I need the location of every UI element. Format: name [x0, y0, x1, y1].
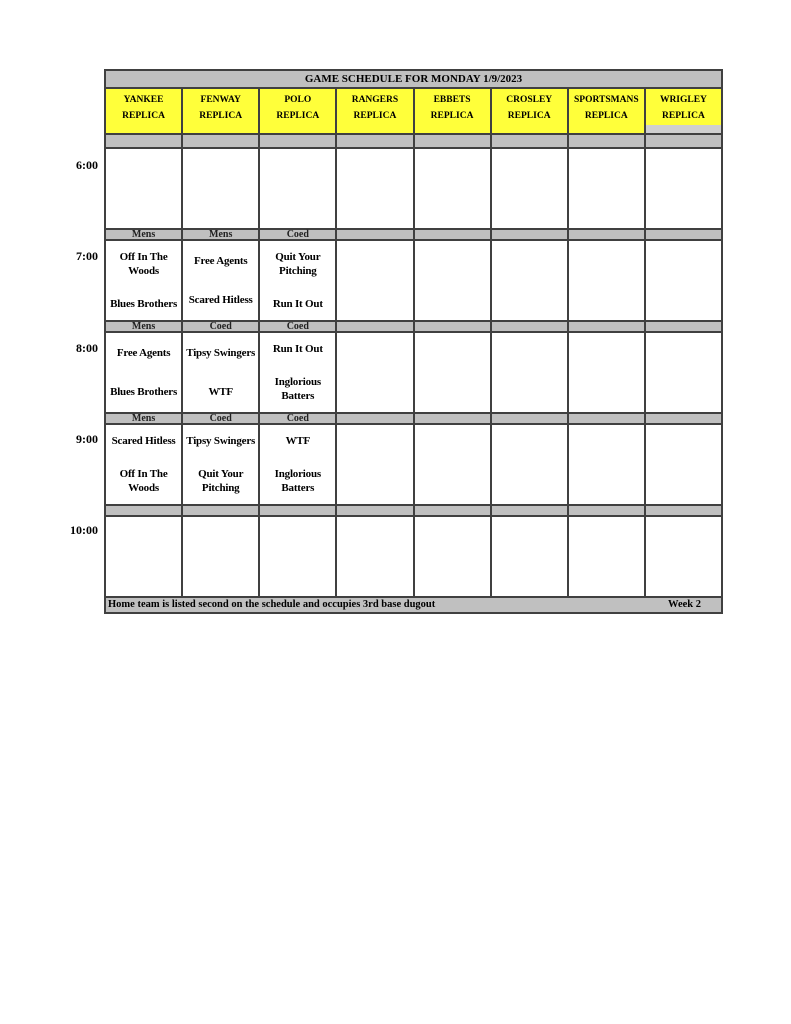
visiting-team: Free Agents: [116, 346, 171, 359]
division-row: [106, 322, 721, 333]
game-cell: [106, 333, 183, 412]
home-team: Blues Brothers: [110, 297, 178, 310]
game-cell: [106, 517, 183, 596]
visiting-team: Run It Out: [272, 343, 323, 356]
division-row: [106, 506, 721, 517]
field-header-rangers: [337, 89, 414, 133]
game-cell: [646, 241, 721, 320]
game-cell: [260, 425, 337, 504]
home-team: Quit Your Pitching: [198, 467, 244, 494]
field-subtitle: REPLICA: [584, 111, 628, 121]
division-label: [492, 135, 569, 147]
visiting-team: Free Agents: [193, 254, 248, 267]
game-cell: [646, 425, 721, 504]
game-cell: [106, 425, 183, 504]
field-header-wrigley: [646, 89, 721, 133]
visiting-team: Off In The Woods: [119, 251, 168, 278]
time-label-10: 10:00: [70, 523, 98, 537]
division-label: [569, 322, 646, 331]
division-label: [415, 230, 492, 239]
time-slot-row: [106, 241, 721, 322]
field-name: CROSLEY: [506, 95, 553, 105]
time-label-9: 9:00: [76, 432, 98, 446]
time-label-6: 6:00: [76, 158, 98, 172]
division-label: Coed: [183, 414, 260, 423]
division-label: [646, 135, 721, 147]
division-label: [492, 506, 569, 515]
division-label: Mens: [183, 230, 260, 239]
game-cell: [260, 241, 337, 320]
schedule-title: GAME SCHEDULE FOR MONDAY 1/9/2023: [106, 71, 721, 89]
field-subtitle: REPLICA: [430, 111, 474, 121]
division-row: [106, 414, 721, 425]
home-team: Off In The Woods: [119, 467, 168, 494]
game-cell: [260, 517, 337, 596]
field-subtitle: REPLICA: [507, 111, 551, 121]
home-team: Inglorious Batters: [274, 375, 321, 402]
division-label: [492, 414, 569, 423]
field-name: WRIGLEY: [659, 95, 707, 105]
game-cell: [337, 241, 414, 320]
game-cell: [260, 333, 337, 412]
game-cell: [492, 241, 569, 320]
division-row: [106, 230, 721, 241]
division-label: [492, 322, 569, 331]
game-cell: [415, 149, 492, 228]
field-subtitle: REPLICA: [199, 111, 243, 121]
division-label: [646, 414, 721, 423]
game-cell: [569, 425, 646, 504]
game-cell: [337, 517, 414, 596]
home-team: Scared Hitless: [188, 294, 253, 307]
visiting-team: Tipsy Swingers: [186, 435, 256, 448]
game-cell: [415, 425, 492, 504]
division-label: [492, 230, 569, 239]
game-cell: [492, 425, 569, 504]
time-slot-row: [106, 425, 721, 506]
field-name: EBBETS: [433, 95, 471, 105]
division-label: [337, 230, 414, 239]
schedule-table: [104, 69, 723, 614]
division-label: [569, 506, 646, 515]
field-header-ebbets: [415, 89, 492, 133]
time-slot-row: [106, 517, 721, 598]
division-label: [337, 506, 414, 515]
game-cell: [183, 517, 260, 596]
division-label: Coed: [183, 322, 260, 331]
field-name: SPORTSMANS: [574, 95, 639, 105]
game-cell: [415, 241, 492, 320]
division-row: [106, 135, 721, 149]
game-cell: [492, 517, 569, 596]
game-cell: [492, 149, 569, 228]
game-cell: [183, 425, 260, 504]
division-label: [646, 322, 721, 331]
time-slot-row: [106, 333, 721, 414]
division-label: [415, 135, 492, 147]
field-header-crosley: [492, 89, 569, 133]
home-team: WTF: [208, 386, 233, 399]
division-label: [646, 230, 721, 239]
division-label: [415, 506, 492, 515]
time-slot-row: [106, 149, 721, 230]
field-header-sportsmans: [569, 89, 646, 133]
visiting-team: Tipsy Swingers: [186, 346, 256, 359]
division-label: Mens: [106, 322, 183, 331]
field-header-polo: [260, 89, 337, 133]
division-label: Mens: [106, 414, 183, 423]
home-team-note: Home team is listed second on the schedule and occupies 3rd base dugout: [108, 599, 436, 610]
game-cell: [569, 149, 646, 228]
game-cell: [646, 333, 721, 412]
division-label: [569, 230, 646, 239]
division-label: Coed: [260, 414, 337, 423]
field-subtitle: REPLICA: [276, 111, 320, 121]
game-cell: [415, 517, 492, 596]
division-label: [415, 322, 492, 331]
field-header-row: [106, 89, 721, 135]
game-cell: [260, 149, 337, 228]
home-team: Blues Brothers: [110, 386, 178, 399]
division-label: [337, 322, 414, 331]
division-label: [569, 135, 646, 147]
time-slot-rows: [106, 135, 721, 598]
game-cell: [492, 333, 569, 412]
game-cell: [337, 425, 414, 504]
field-name: FENWAY: [200, 95, 241, 105]
division-label: [183, 506, 260, 515]
home-team: Run It Out: [272, 297, 323, 310]
game-cell: [106, 241, 183, 320]
field-header-yankee: [106, 89, 183, 133]
division-label: Coed: [260, 322, 337, 331]
schedule-footer: [106, 598, 721, 612]
game-cell: [337, 333, 414, 412]
game-cell: [415, 333, 492, 412]
division-label: [183, 135, 260, 147]
game-cell: [183, 241, 260, 320]
time-label-7: 7:00: [76, 249, 98, 263]
division-label: [337, 414, 414, 423]
field-subtitle: REPLICA: [122, 111, 165, 121]
game-cell: [569, 241, 646, 320]
game-cell: [569, 333, 646, 412]
time-label-8: 8:00: [76, 341, 98, 355]
field-name: POLO: [284, 95, 312, 105]
division-label: Coed: [260, 230, 337, 239]
home-team: Inglorious Batters: [274, 467, 321, 494]
field-name: RANGERS: [351, 95, 399, 105]
game-cell: [569, 517, 646, 596]
game-cell: [646, 517, 721, 596]
field-name: YANKEE: [123, 95, 164, 105]
week-label: Week 2: [668, 599, 701, 610]
visiting-team: Scared Hitless: [111, 435, 176, 448]
game-cell: [183, 333, 260, 412]
game-cell: [106, 149, 183, 228]
game-cell: [337, 149, 414, 228]
division-label: [337, 135, 414, 147]
division-label: [260, 506, 337, 515]
division-label: [646, 506, 721, 515]
field-subtitle: REPLICA: [353, 111, 397, 121]
division-label: [569, 414, 646, 423]
division-label: [415, 414, 492, 423]
field-header-fenway: [183, 89, 260, 133]
game-cell: [646, 149, 721, 228]
division-label: Mens: [106, 230, 183, 239]
division-label: [260, 135, 337, 147]
visiting-team: Quit Your Pitching: [275, 251, 321, 278]
game-cell: [183, 149, 260, 228]
visiting-team: WTF: [285, 435, 311, 448]
division-label: [106, 135, 183, 147]
division-label: [106, 506, 183, 515]
field-subtitle: REPLICA: [662, 111, 705, 121]
